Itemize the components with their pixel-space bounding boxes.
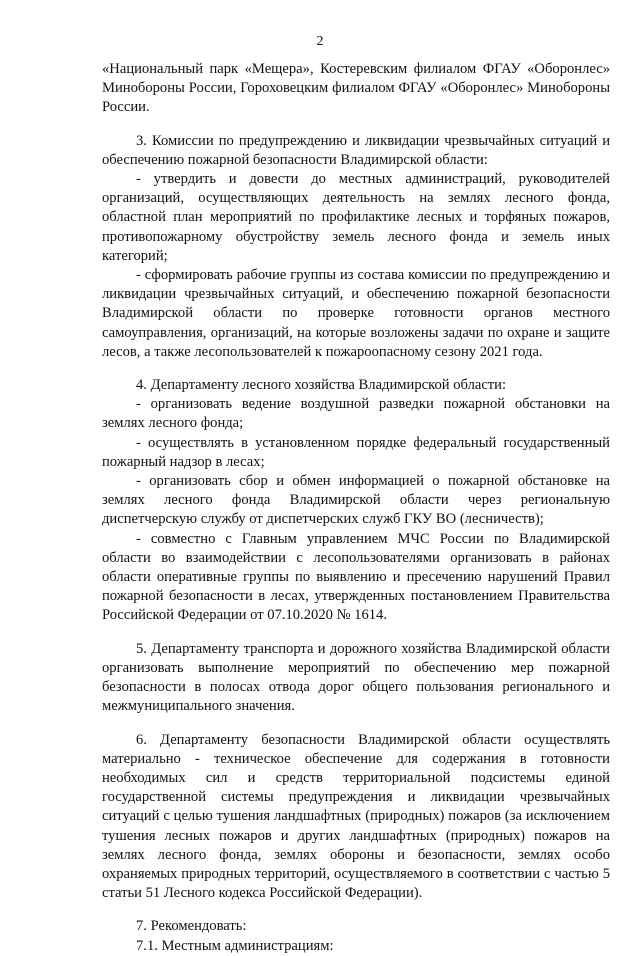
page-number: 2 [316, 34, 324, 49]
paragraph-item-4-sub-3: - организовать сбор и обмен информацией о пожарной обстановке на землях лесного фонда Владимирской области через региональную диспетчерскую службу от диспетчерских служб ГКУ ВО (лесничеств); [102, 473, 610, 528]
paragraph-item-4-sub-4: - совместно с Главным управлением МЧС России по Владимирской области во взаимодействии с лесопользователями организовать в районах области оперативные группы по выявлению и пресечению нарушений Правил пожарной безопасности в лесах, утвержденных постановлением Правительства Российской Федерации от 07.10.2020 № 1614. [102, 530, 610, 624]
paragraph-item-6: 6. Департаменту безопасности Владимирской области осуществлять материально - техническое обеспечение для содержания в готовности необходимых сил и средств территориальной подсистемы единой государственной системы предупреждения и ликвидации чрезвычайных ситуаций с целью тушения ландшафтных (природных) пожаров (за исключением тушения лесных пожаров и других ландшафтных (природных) пожаров на землях лесного фонда, землях обороны и безопасности, землях особо охраняемых природных территорий, осуществляемого в соответствии с частью 5 статьи 51 Лесного кодекса Российской Федерации). [102, 731, 610, 902]
document-body [102, 60, 610, 956]
paragraph-item-3: 3. Комиссии по предупреждению и ликвидации чрезвычайных ситуаций и обеспечению пожарной безопасности Владимирской области: [102, 132, 610, 168]
paragraph-item-5: 5. Департаменту транспорта и дорожного хозяйства Владимирской области организовать выполнение мероприятий по обеспечению мер пожарной безопасности в полосах отвода дорог общего пользования регионального и межмуниципального значения. [102, 640, 610, 715]
paragraph-item-3-sub-1: - утвердить и довести до местных администраций, руководителей организаций, осуществляющих деятельность на землях лесного фонда, областной план мероприятий по профилактике лесных и торфяных пожаров, противопожарному обустройству земель лесного фонда и земель иных категорий; [102, 171, 610, 264]
paragraph-continuation: «Национальный парк «Мещера», Костеревским филиалом ФГАУ «Оборонлес» Минобороны России, Гороховецким филиалом ФГАУ «Оборонлес» Минобороны России. [102, 61, 610, 116]
paragraph-item-7: 7. Рекомендовать: [136, 918, 247, 935]
paragraph-item-3-sub-2: - сформировать рабочие группы из состава комиссии по предупреждению и ликвидации чрезвычайных ситуаций, и обеспечению пожарной безопасности Владимирской области по проверке готовности органов местного самоуправления, организаций, на которые возложены задачи по охране и защите лесов, а также лесопользователей к пожароопасному сезону 2021 года. [102, 267, 610, 360]
paragraph-item-7-1: 7.1. Местным администрациям: [136, 937, 334, 954]
paragraph-item-4: 4. Департаменту лесного хозяйства Владимирской области: [136, 377, 507, 394]
paragraph-item-4-sub-2: - осуществлять в установленном порядке федеральный государственный пожарный надзор в лесах; [102, 434, 610, 470]
paragraph-item-4-sub-1: - организовать ведение воздушной разведки пожарной обстановки на землях лесного фонда; [102, 396, 610, 432]
